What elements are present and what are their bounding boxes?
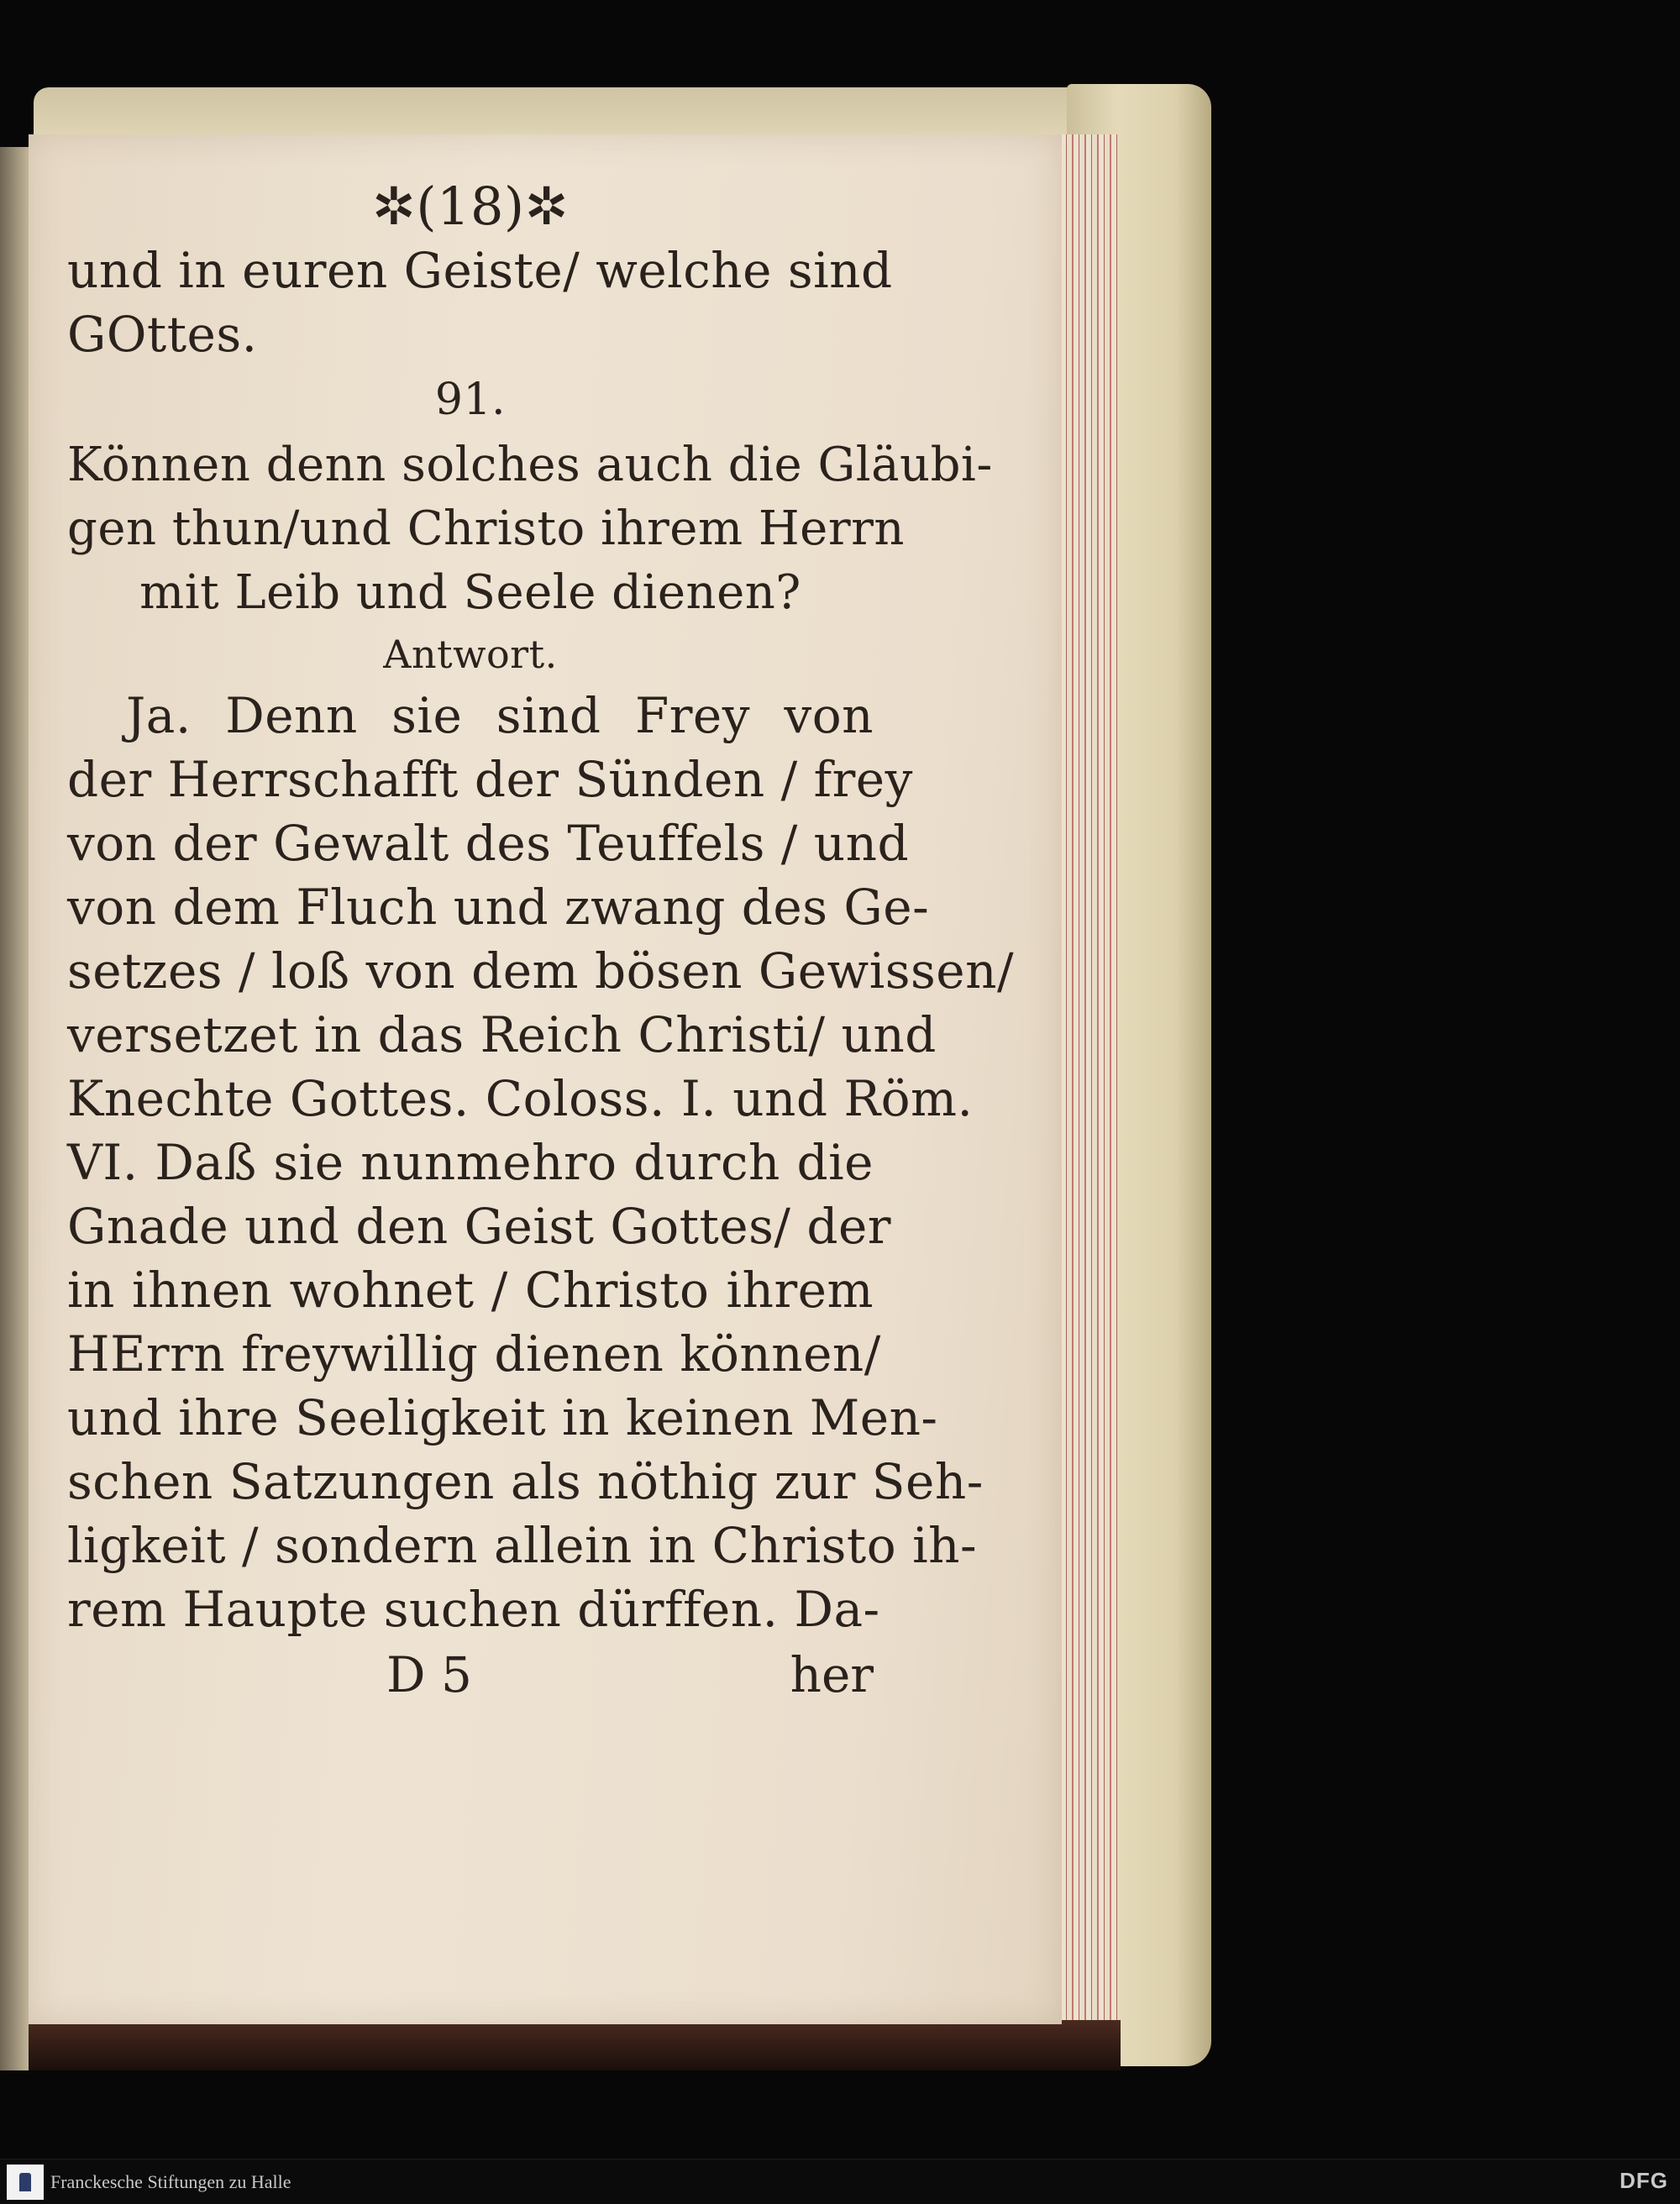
- answer-line: versetzet in das Reich Christi/ und: [67, 1006, 937, 1063]
- page-text: [67, 175, 1014, 1708]
- page-edges: [1054, 134, 1117, 2033]
- answer-line: Ja. Denn sie sind Frey von: [126, 687, 874, 744]
- answer-line: schen Satzungen als nöthig zur Seh-: [67, 1453, 984, 1510]
- answer-line: der Herrschafft der Sünden / frey: [67, 751, 913, 808]
- answer-line: setzes / loß von dem bösen Gewissen/: [67, 942, 1014, 1000]
- answer-line: ligkeit / sondern allein in Christo ih-: [67, 1517, 978, 1574]
- institution-logo-icon: [7, 2165, 44, 2200]
- question-line: gen thun/und Christo ihrem Herrn: [67, 501, 905, 556]
- institution-name: Franckesche Stiftungen zu Halle: [50, 2171, 291, 2192]
- building-icon: [19, 2173, 31, 2191]
- text-line: und in euren Geiste/ welche sind: [67, 242, 893, 299]
- answer-line: VI. Daß sie nunmehro durch die: [67, 1134, 874, 1191]
- answer-line: von der Gewalt des Teuffels / und: [67, 815, 910, 872]
- answer-line: und ihre Seeligkeit in keinen Men-: [67, 1389, 938, 1446]
- question-number: 91.: [434, 375, 507, 425]
- answer-line: Gnade und den Geist Gottes/ der: [67, 1198, 891, 1255]
- binding-shadow: [29, 2020, 1121, 2070]
- answer-line: HErrn freywillig dienen können/: [67, 1325, 881, 1383]
- text-line: GOttes.: [67, 306, 258, 363]
- question-line: Können denn solches auch die Gläubi-: [67, 438, 993, 492]
- dfg-badge: DFG: [1620, 2168, 1668, 2193]
- page-footer-row: [67, 1641, 874, 1708]
- catchword: her: [790, 1646, 874, 1703]
- signature-mark: D 5: [386, 1646, 472, 1703]
- answer-line: von dem Fluch und zwang des Ge-: [67, 879, 930, 936]
- answer-label: Antwort.: [383, 632, 558, 677]
- answer-line: Knechte Gottes. Coloss. I. und Röm.: [67, 1070, 974, 1127]
- question-line: mit Leib und Seele dienen?: [139, 565, 801, 620]
- answer-line: rem Haupte suchen dürffen. Da-: [67, 1581, 880, 1638]
- viewer-footer: [0, 2159, 1680, 2204]
- page-header: ✲(18)✲: [371, 176, 570, 237]
- answer-line: in ihnen wohnet / Christo ihrem: [67, 1262, 874, 1319]
